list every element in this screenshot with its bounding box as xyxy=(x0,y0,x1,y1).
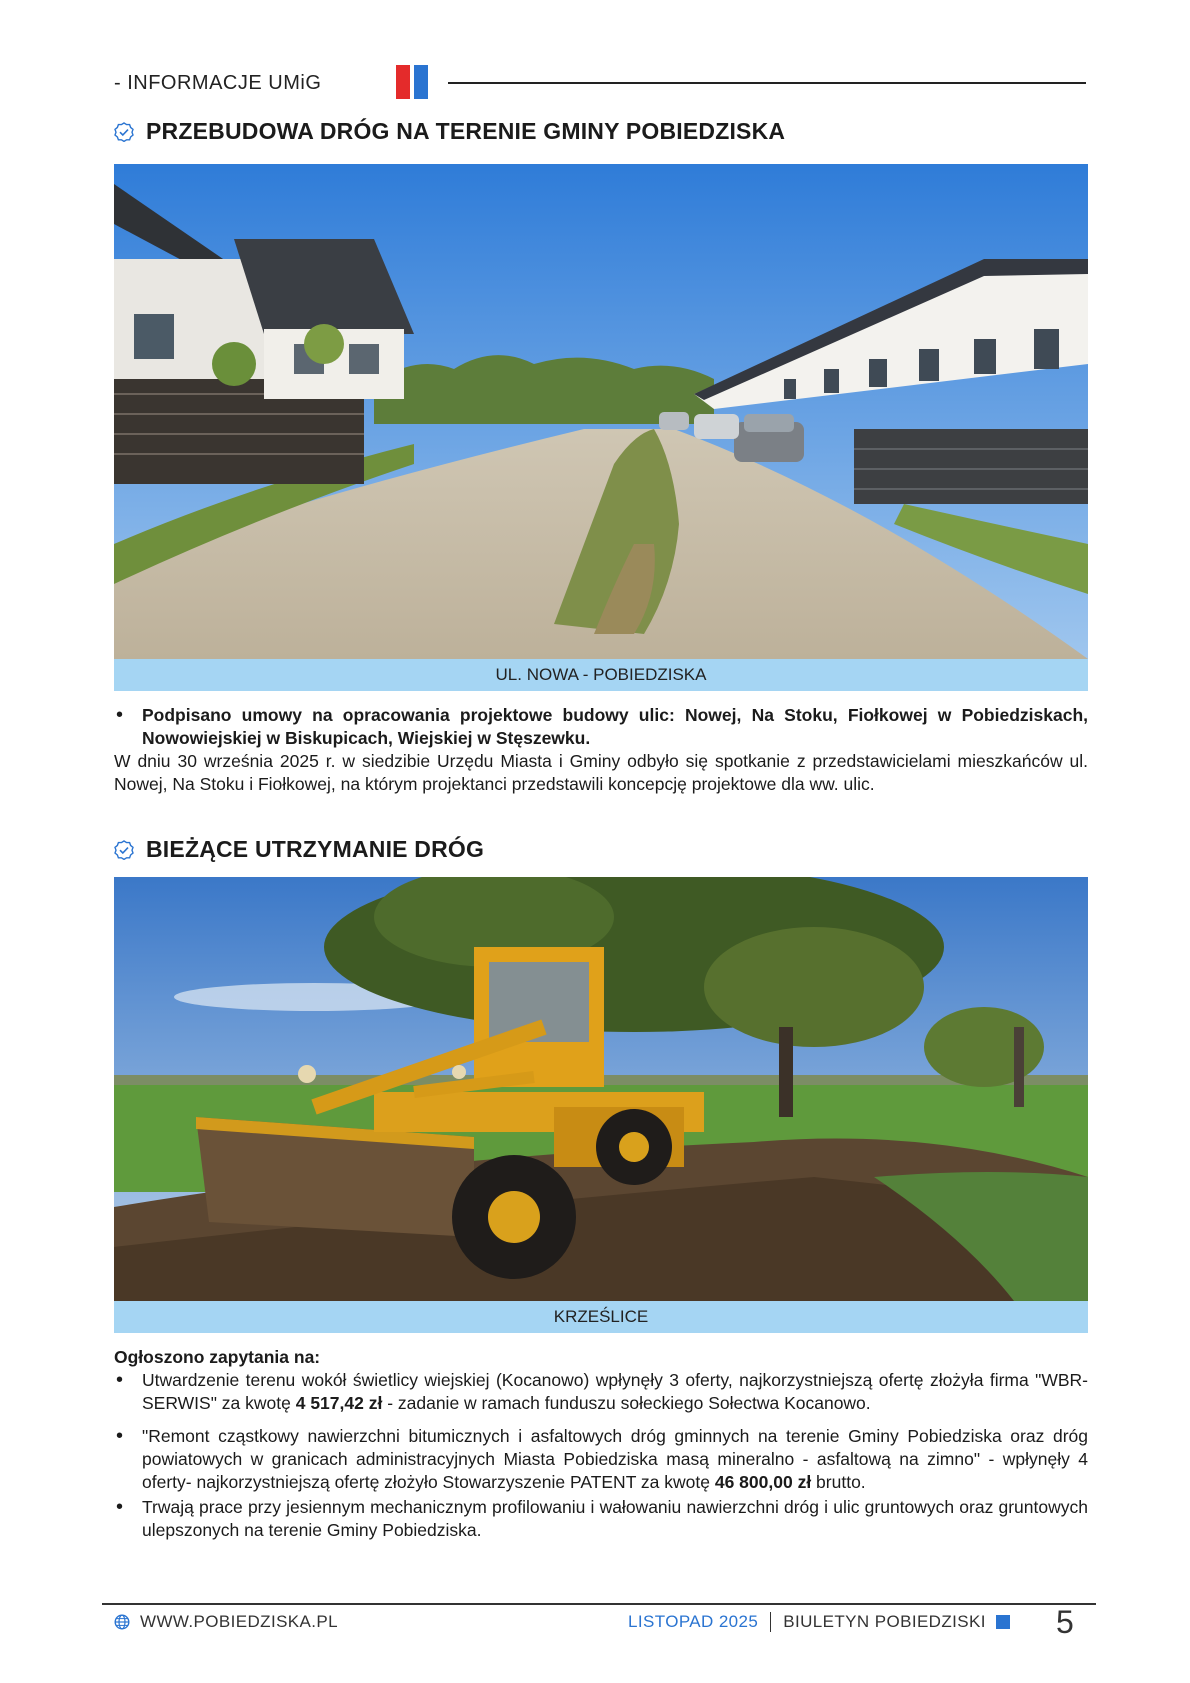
page-number: 5 xyxy=(1056,1604,1074,1640)
footer-divider xyxy=(102,1603,1096,1605)
check-circle-icon xyxy=(114,122,134,142)
list-item xyxy=(114,1369,1088,1415)
item-amount: 4 517,42 zł xyxy=(295,1393,383,1413)
website-link[interactable]: WWW.POBIEDZISKA.PL xyxy=(140,1612,339,1631)
section-label: - INFORMACJE UMiG xyxy=(114,72,322,94)
issue-date: LISTOPAD 2025 xyxy=(628,1612,759,1631)
footer-separator xyxy=(770,1612,771,1632)
section1-body xyxy=(114,704,1088,796)
photo2-caption: KRZEŚLICE xyxy=(114,1301,1088,1333)
section1-heading xyxy=(114,118,785,145)
list-item xyxy=(114,1496,1088,1542)
photo-road-grader xyxy=(114,877,1088,1301)
inquiries-intro: Ogłoszono zapytania na: xyxy=(114,1347,321,1367)
item-text: Utwardzenie terenu wokół świetlicy wiejskiej (Kocanowo) wpłynęły 3 oferty, najkorzystniejszą ofertę złożyła firma "WBR- SERWIS" za kwotę xyxy=(142,1370,1088,1413)
section2-title: BIEŻĄCE UTRZYMANIE DRÓG xyxy=(146,836,485,862)
publication-name: BIULETYN POBIEDZISKI xyxy=(783,1612,986,1631)
photo-street-nowa xyxy=(114,164,1088,659)
list-item xyxy=(114,704,1088,750)
item-text: "Remont cząstkowy nawierzchni bitumicznych i asfaltowych dróg gminnych na terenie Gminy Pobiedziska oraz dróg powiatowych w granicach administracyjnych Miasta Pobiedziska masą mineralno - asfaltową na zimno" - wpłynęły 4 oferty- najkorzystniejszą ofertę złożyło Stowarzyszenie PATENT za kwotę xyxy=(142,1426,1088,1492)
list-item xyxy=(114,1425,1088,1494)
section2-body xyxy=(114,1346,1088,1542)
agreement-note: Podpisano umowy na opracowania projektowe budowy ulic: Nowej, Na Stoku, Fiołkowej w Pobiedziskach, Nowowiejskiej w Biskupicach, Wiejskiej w Stęszewku. xyxy=(142,705,1088,748)
item-text: brutto. xyxy=(811,1472,866,1492)
section2-heading xyxy=(114,836,484,863)
photo1-caption: UL. NOWA - POBIEDZISKA xyxy=(114,659,1088,691)
check-circle-icon xyxy=(114,840,134,860)
flag-decoration xyxy=(396,65,432,99)
meeting-paragraph: W dniu 30 września 2025 r. w siedzibie Urzędu Miasta i Gminy odbyło się spotkanie z przedstawicielami mieszkańców ul. Nowej, Na Stoku i Fiołkowej, na którym projektanci przedstawili koncepcję projektowe dla ww. ulic. xyxy=(114,751,1088,794)
footer-website[interactable] xyxy=(114,1612,338,1632)
item-amount: 46 800,00 zł xyxy=(714,1472,812,1492)
section1-title: PRZEBUDOWA DRÓG NA TERENIE GMINY POBIEDZISKA xyxy=(146,118,786,144)
item-text: - zadanie w ramach funduszu sołeckiego Sołectwa Kocanowo. xyxy=(382,1393,871,1413)
flag-blue-stripe xyxy=(414,65,428,99)
header-divider xyxy=(448,82,1086,84)
footer-publication xyxy=(628,1612,1010,1632)
square-marker-icon xyxy=(996,1615,1010,1629)
globe-icon xyxy=(114,1614,130,1630)
item-text: Trwają prace przy jesiennym mechanicznym profilowaniu i wałowaniu nawierzchni dróg i ulic gruntowych oraz gruntowych ulepszonych na terenie Gminy Pobiedziska. xyxy=(142,1497,1088,1540)
flag-red-stripe xyxy=(396,65,410,99)
